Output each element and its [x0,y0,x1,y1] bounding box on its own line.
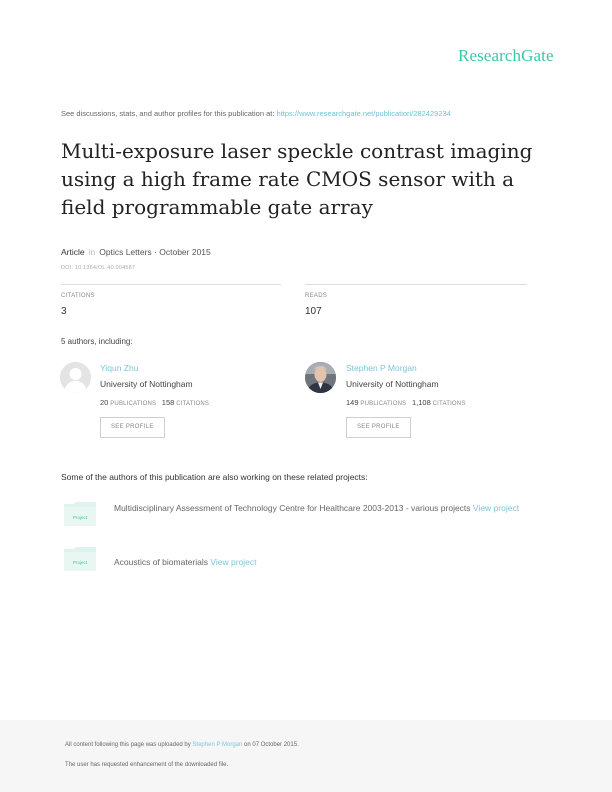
project-folder-icon [64,547,96,571]
author-publications-label: PUBLICATIONS [360,401,407,407]
publication-meta [61,247,211,257]
upload-suffix: on 07 October 2015. [242,742,299,748]
researchgate-logo[interactable]: ResearchGate [458,46,554,65]
author-institution: University of Nottingham [346,379,439,389]
project-item [114,500,534,517]
author-institution: University of Nottingham [100,379,193,389]
stats-divider-left [61,284,281,285]
in-label: in [88,247,96,257]
upload-note [65,742,299,748]
reads-value: 107 [305,306,322,317]
project-title: Multidisciplinary Assessment of Technology Centre for Healthcare 2003-2013 - various projects [114,503,473,513]
author-citations-label: CITATIONS [432,401,466,407]
author-stats [100,398,209,407]
view-project-link[interactable]: View project [210,557,257,567]
discussions-text: See discussions, stats, and author profiles for this publication at: [61,109,277,118]
author-photo[interactable] [305,362,336,393]
project-item [114,554,534,571]
project-title: Acoustics of biomaterials [114,557,211,567]
stats-divider-right [305,284,527,285]
author-citations-count: 158 [161,398,175,407]
default-user-silhouette-icon[interactable] [60,362,91,393]
see-profile-button[interactable]: SEE PROFILE [100,417,165,438]
citations-label: CITATIONS [61,293,95,299]
author-publications-label: PUBLICATIONS [110,401,157,407]
upload-prefix: All content following this page was uploaded by [65,742,193,748]
footer-band [0,720,612,792]
author-publications-count: 20 [100,398,109,407]
author-name-link[interactable]: Yiqun Zhu [100,363,139,373]
author-name-link[interactable]: Stephen P Morgan [346,363,417,373]
discussions-line [61,109,451,118]
view-project-link[interactable]: View project [472,503,520,513]
enhancement-note: The user has requested enhancement of the downloaded file. [65,762,229,768]
publication-title: Multi-exposure laser speckle contrast imaging using a high frame rate CMOS sensor with a field programmable gate array [61,139,533,219]
project-icon-label: Project [72,515,88,520]
see-profile-button[interactable]: SEE PROFILE [346,417,411,438]
authors-heading: 5 authors, including: [61,337,133,346]
publication-doi: DOI: 10.1364/OL.40.004587 [61,265,136,271]
publication-type: Article [61,247,85,257]
author-publications-count: 149 [346,398,359,407]
author-stats [346,398,466,407]
publication-url-link[interactable]: https://www.researchgate.net/publication/282429234 [276,109,451,118]
related-projects-heading: Some of the authors of this publication are also working on these related projects: [61,472,368,482]
reads-label: READS [305,293,328,299]
journal-date: Optics Letters · October 2015 [99,247,211,257]
author-citations-count: 1,108 [411,398,431,407]
uploader-link[interactable]: Stephen P Morgan [192,742,243,748]
citations-value: 3 [61,306,67,317]
project-icon-label: Project [72,560,88,565]
author-citations-label: CITATIONS [176,401,210,407]
project-folder-icon [64,502,96,526]
